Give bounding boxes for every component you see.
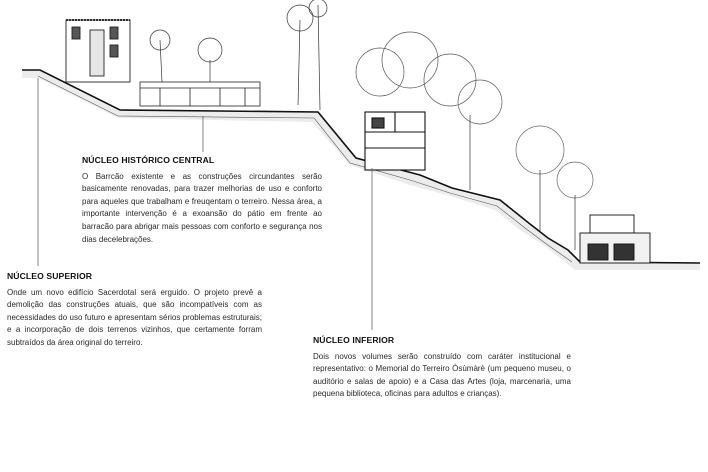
upper-building bbox=[66, 20, 130, 82]
lower-section-text: Dois novos volumes serão construído com caráter institucional e representativo: o Memorial do Terreiro Ósùmàrè (um pequeno museu, o auditório e salas de apoio) e a Casa das Artes (loja, marcenaria, uma pequena biblioteca, oficinas para adultos e crianças). bbox=[313, 351, 571, 399]
casa-das-artes-building bbox=[580, 215, 650, 263]
upper-section-title: NÚCLEO SUPERIOR bbox=[7, 271, 93, 281]
barracao-building bbox=[140, 82, 260, 106]
upper-section-text: Onde um novo edifício Sacerdotal será erguido. O projeto prevê a demolição das construções atuais, que são incompatíveis com as necessidades do uso futuro e apresentam sérios problemas estruturais; e a incorporação de dois terrenos vizinhos, que certamente forram subtraídos da área original do terreiro. bbox=[7, 287, 262, 347]
central-section-title: NÚCLEO HISTÓRICO CENTRAL bbox=[82, 155, 215, 165]
lower-section-title: NÚCLEO INFERIOR bbox=[313, 335, 395, 345]
central-section-text: O Barrcão existente e as construções circundantes serão basicamente renovadas, para trazer melhorias de uso e conforto para aqueles que trabalham e freuqentam o terreiro. Nessa área, a importante intervenção é a exoansão do pátio em frente ao barracão para abrigar mais pessoas com conforto e segurança nos dias decelebrações. bbox=[82, 171, 322, 244]
central-section-note bbox=[82, 154, 322, 246]
upper-section-note bbox=[7, 270, 262, 350]
lower-section-note bbox=[313, 334, 571, 401]
memorial-building bbox=[365, 112, 425, 170]
